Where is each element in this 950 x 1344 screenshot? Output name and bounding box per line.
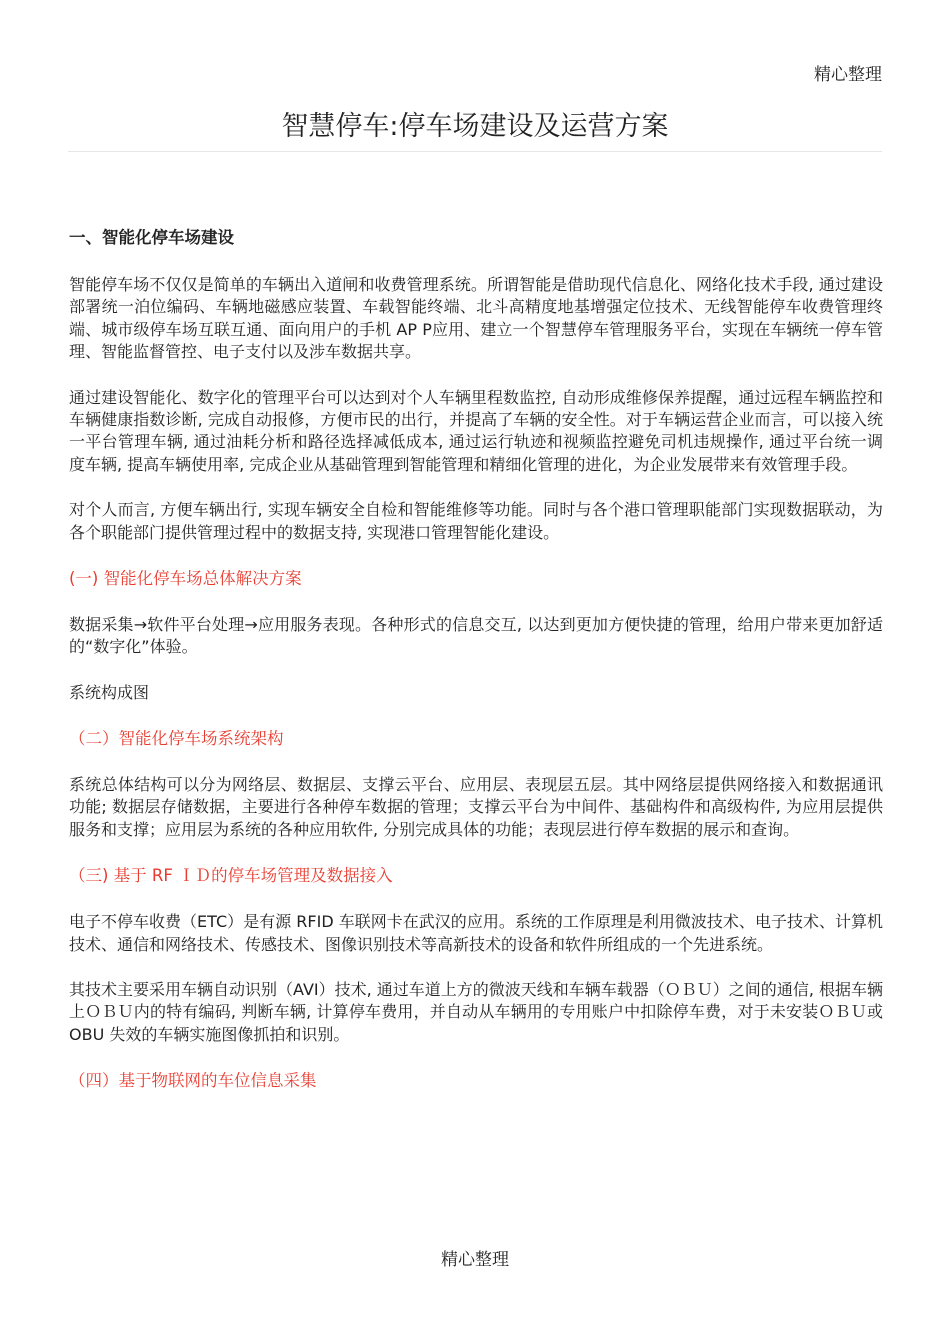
subsection3-paragraph-1: 电子不停车收费（ETC）是有源 RFID 车联网卡在武汉的应用。系统的工作原理是利用微波技术、电子技术、计算机技术、通信和网络技术、传感技术、图像识别技术等高新技术的设备和软件所组成的一个先进系统。 [69,912,883,954]
section-heading-1: 一、智能化停车场建设 [69,228,234,247]
page-title: 智慧停车:停车场建设及运营方案 [281,111,669,142]
subsection-heading-1: (一) 智能化停车场总体解决方案 [69,569,302,589]
section1-paragraph-1: 智能停车场不仅仅是简单的车辆出入道闸和收费管理系统。所谓智能是借助现代信息化、网络化技术手段, 通过建设部署统一泊位编码、车辆地磁感应装置、车载智能终端、北斗高精度地基增强定位技术、无线智能停车收费管理终端、城市级停车场互联互通、面向用户的手机 AP P应用、建立一个智慧停车管理服务平台，实现在车辆统一停车管理、智能监督管控、电子支付以及涉车数据共享。 [69,275,883,362]
document-body [69,226,883,1116]
subsection-heading-3: （三) 基于 RF ＩＤ的停车场管理及数据接入 [69,866,393,886]
subsection3-paragraph-2: 其技术主要采用车辆自动识别（AVI）技术, 通过车道上方的微波天线和车辆车载器（ＯＢＵ）之间的通信, 根据车辆上ＯＢＵ内的特有编码, 判断车辆, 计算停车费用，并自动从车辆用的专用账户中扣除停车费，对于未安装ＯＢＵ或 OBU 失效的车辆实施图像抓拍和识别。 [69,979,883,1044]
title-divider [68,151,882,152]
section1-paragraph-3: 对个人而言, 方便车辆出行, 实现车辆安全自检和智能维修等功能。同时与各个港口管理职能部门实现数据联动，为各个职能部门提供管理过程中的数据支持, 实现港口管理智能化建设。 [69,500,883,542]
header-note: 精心整理 [814,65,882,85]
subsection-heading-4: （四）基于物联网的车位信息采集 [69,1071,317,1091]
footer-note: 精心整理 [441,1250,509,1270]
section1-paragraph-2: 通过建设智能化、数字化的管理平台可以达到对个人车辆里程数监控, 自动形成维修保养提醒，通过远程车辆监控和车辆健康指数诊断, 完成自动报修，方便市民的出行，并提高了车辆的安全性。对于车辆运营企业而言，可以接入统一平台管理车辆, 通过油耗分析和路径选择减低成本, 通过运行轨迹和视频监控避免司机违规操作, 通过平台统一调度车辆, 提高车辆使用率, 完成企业从基础管理到智能管理和精细化管理的进化，为企业发展带来有效管理手段。 [69,387,883,474]
subsection-heading-2: （二）智能化停车场系统架构 [69,728,284,748]
subsection2-paragraph: 系统总体结构可以分为网络层、数据层、支撑云平台、应用层、表现层五层。其中网络层提供网络接入和数据通讯功能; 数据层存储数据，主要进行各种停车数据的管理；支撑云平台为中间件、基础构件和高级构件, 为应用层提供服务和支撑；应用层为系统的各种应用软件, 分别完成具体的功能；表现层进行停车数据的展示和查询。 [69,774,883,839]
subsection1-paragraph: 数据采集→软件平台处理→应用服务表现。各种形式的信息交互, 以达到更加方便快捷的管理，给用户带来更加舒适的“数字化”体验。 [69,615,883,657]
figure-caption: 系统构成图 [69,682,150,702]
